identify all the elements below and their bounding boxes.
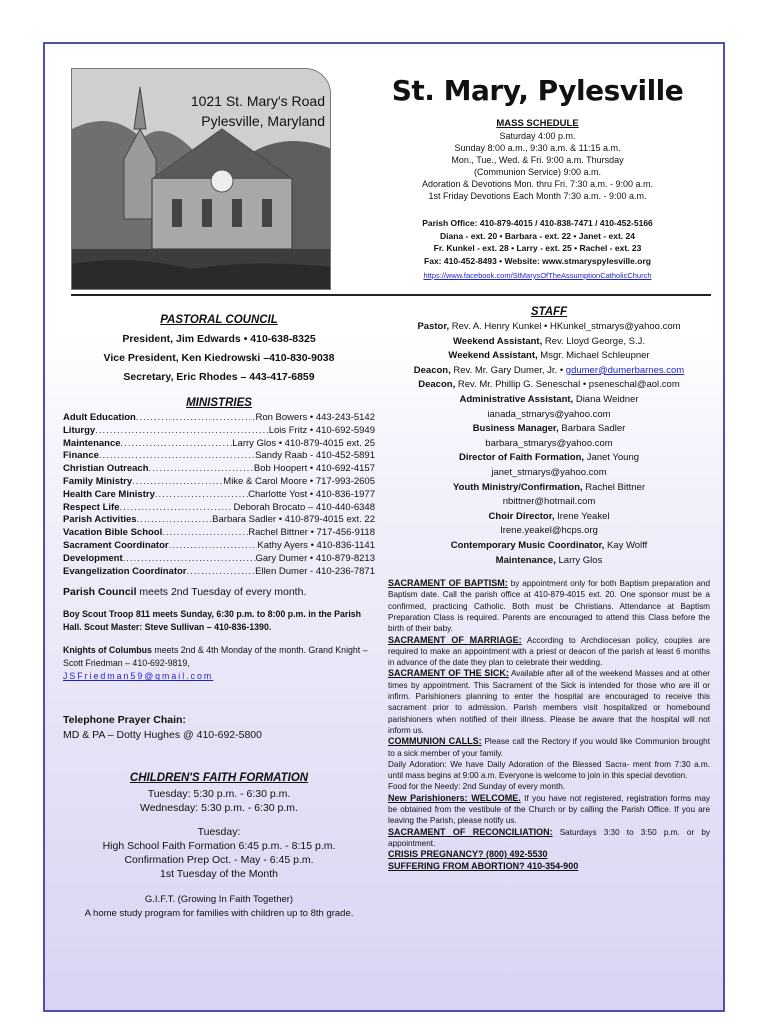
staff-role: Contemporary Music Coordinator,	[450, 539, 605, 551]
staff-role: Weekend Assistant,	[448, 350, 538, 362]
ministry-contact: Rachel Bittner • 717-456-9118	[248, 527, 375, 539]
sacrament-text: If you have not registered, registration forms may be obtained from the vestibule of the Church or by calling the Parish Office. If you are leaving the Parish, please notify us.	[388, 793, 710, 826]
bulletin-page	[43, 42, 725, 1012]
staff-detail: Barbara Sadler	[558, 423, 626, 435]
dot-leader	[149, 463, 254, 476]
staff-role: Weekend Assistant,	[452, 335, 543, 347]
ministry-contact: Barbara Sadler • 410-879-4015 ext. 22	[212, 514, 375, 526]
dot-leader	[120, 502, 234, 515]
page-title: St. Mary, Pylesville	[391, 74, 684, 107]
ministry-name: Finance	[63, 450, 99, 462]
staff-role: Administrative Assistant,	[459, 393, 574, 405]
ministries-section	[63, 397, 375, 578]
ministries-list	[63, 412, 375, 578]
council-member: Secretary, Eric Rhodes – 443-417-6859	[123, 371, 315, 383]
sacrament-heading: SACRAMENT OF RECONCILIATION:	[388, 826, 553, 837]
dot-leader	[155, 489, 248, 502]
staff-email-link[interactable]: gdumer@dumerbarnes.com	[565, 364, 685, 376]
staff-role: Maintenance,	[495, 554, 556, 566]
staff-list	[388, 320, 710, 568]
council-member: President, Jim Edwards • 410-638-8325	[122, 333, 316, 345]
staff-detail: Janet Young	[584, 452, 640, 464]
ministry-row	[63, 450, 375, 463]
sacrament-heading: SACRAMENT OF BAPTISM:	[388, 578, 508, 589]
prayer-chain	[63, 713, 375, 743]
ministry-row	[63, 489, 375, 502]
staff-detail: Rev. Lloyd George, S.J.	[542, 335, 646, 347]
right-column	[388, 306, 710, 872]
sacraments-info	[388, 578, 710, 872]
sacrament-heading: COMMUNION CALLS:	[388, 736, 482, 747]
council-member: Vice President, Ken Kiedrowski –410-830-9038	[103, 352, 335, 364]
ministry-contact: Gary Dumer • 410-879-8213	[255, 552, 375, 564]
ministry-name: Evangelization Coordinator	[63, 565, 187, 577]
sacrament-entry	[388, 578, 710, 634]
ministry-contact: Ellen Dumer - 410-236-7871	[255, 565, 375, 577]
staff-role: Choir Director,	[488, 510, 555, 522]
staff-detail: janet_stmarys@yahoo.com	[491, 466, 607, 478]
dot-leader	[121, 438, 233, 451]
sacrament-entry	[388, 781, 710, 792]
staff-detail: Kay Wolff	[604, 539, 648, 551]
sacrament-entry	[388, 736, 710, 759]
ministry-row	[63, 412, 375, 425]
sacrament-text: by appointment only for both Baptism preparation and Baptism date. Call the parish office at 410-879-4015 ext. 20. One sponsor must be a confirmed, practicing Catholic. Both must be Christians. Attendance at Baptism Preparation Class is required. Parents are encouraged to attend this Class before the birth of their baby.	[388, 579, 710, 634]
dot-leader	[123, 553, 256, 566]
sacrament-heading: SACRAMENT OF MARRIAGE:	[388, 634, 522, 645]
sacrament-entry	[388, 759, 710, 782]
prayer-chain-heading: Telephone Prayer Chain:	[63, 714, 186, 727]
gift-program	[63, 893, 375, 921]
ministry-contact: Mike & Carol Moore • 717-993-2605	[223, 475, 375, 487]
ministry-name: Liturgy	[63, 424, 96, 436]
dot-leader	[136, 412, 256, 425]
staff-entry	[388, 524, 710, 539]
ministry-contact: Ron Bowers • 443-243-5142	[255, 412, 375, 423]
staff-detail: Rev. Mr. Phillip G. Seneschal • pseneschal@aol.com	[455, 379, 680, 391]
staff-entry	[388, 466, 710, 481]
staff-entry	[388, 422, 710, 437]
staff-entry	[388, 408, 710, 423]
ministry-name: Sacrament Coordinator	[63, 539, 169, 551]
dot-leader	[162, 527, 248, 540]
dot-leader	[137, 514, 213, 527]
hotline: SUFFERING FROM ABORTION? 410-354-900	[388, 860, 579, 871]
staff-detail: barbara_stmarys@yahoo.com	[485, 437, 613, 449]
staff-heading: STAFF	[530, 306, 568, 318]
staff-entry	[388, 554, 710, 569]
ministry-row	[63, 438, 375, 451]
ministry-contact: Kathy Ayers • 410-836-1141	[257, 539, 375, 551]
sacrament-text: Daily Adoration: We have Daily Adoration of the Blessed Sacra- ment from 7:30 a.m. until mass begins at 9:00 a.m. Everyone is welcome to join in this special devotion.	[388, 759, 710, 781]
sacrament-text: Please call the Rectory if you would like Communion brought to a sick member of your family.	[388, 737, 710, 758]
parish-council-label: Parish Council	[63, 586, 137, 599]
mass-schedule	[365, 130, 710, 202]
faith-line: Wednesday: 5:30 p.m. - 6:30 p.m.	[140, 802, 298, 815]
sacrament-text: Food for the Needy: 2nd Sunday of every month.	[388, 782, 566, 792]
mass-line: Sunday 8:00 a.m., 9:30 a.m. & 11:15 a.m.	[454, 143, 621, 153]
staff-entry	[388, 495, 710, 510]
staff-role: Deacon,	[418, 379, 456, 391]
parish-council-note	[63, 586, 375, 598]
staff-detail: Larry Glos	[555, 554, 603, 566]
ministry-name: Maintenance	[63, 437, 121, 449]
facebook-link[interactable]: https://www.facebook.com/StMarysOfTheAssumptionCatholicChurch	[423, 271, 652, 280]
church-photo	[71, 68, 331, 290]
ministry-row	[63, 553, 375, 566]
childrens-faith-formation	[63, 771, 375, 881]
ministry-contact: Sandy Raab - 410-452-5891	[255, 450, 375, 462]
ministry-name: Family Ministry	[63, 475, 133, 487]
pastoral-council-heading: PASTORAL COUNCIL	[160, 314, 278, 326]
staff-role: Youth Ministry/Confirmation,	[453, 481, 583, 493]
ministry-name: Health Care Ministry	[63, 488, 155, 500]
sacrament-entry	[388, 668, 710, 736]
parish-office-info	[365, 217, 710, 267]
header-divider	[71, 294, 711, 296]
staff-detail: ianada_stmarys@yahoo.com	[487, 408, 611, 420]
staff-role: Director of Faith Formation,	[458, 452, 585, 464]
staff-entry	[388, 451, 710, 466]
gift-line: A home study program for families with children up to 8th grade.	[84, 908, 354, 920]
staff-entry	[388, 539, 710, 554]
prayer-chain-contact: MD & PA – Dotty Hughes @ 410-692-5800	[63, 729, 262, 742]
knights-text: meets 2nd & 4th Monday of the month. Grand Knight – Scott Friedman – 410-692-9819,	[63, 645, 368, 669]
faith-line: High School Faith Formation 6:45 p.m. - 8:15 p.m.	[102, 840, 336, 853]
sacrament-entry	[388, 793, 710, 827]
knights-note	[63, 644, 375, 683]
mass-line: Adoration & Devotions Mon. thru Fri. 7:30 a.m. - 9:00 a.m.	[421, 179, 654, 189]
ministry-row	[63, 527, 375, 540]
staff-entry	[388, 335, 710, 350]
ministry-contact: Lois Fritz • 410-692-5949	[268, 424, 375, 436]
staff-role: Deacon,	[413, 364, 451, 376]
staff-entry	[388, 437, 710, 452]
staff-entry	[388, 320, 710, 335]
faith-formation-heading: CHILDREN'S FAITH FORMATION	[129, 772, 309, 785]
dot-leader	[132, 476, 223, 489]
office-line: Fax: 410-452-8493 • Website: www.stmaryspylesville.org	[424, 255, 651, 266]
staff-entry	[388, 510, 710, 525]
boy-scout-note: Boy Scout Troop 811 meets Sunday, 6:30 p.m. to 8:00 p.m. in the Parish Hall. Scout Master: Steve Sullivan – 410-836-1390.	[63, 609, 362, 633]
sacrament-text: According to Archdiocesan policy, couples are required to make an appointment with a priest or deacon of the parish at least 6 months in advance of the date they plan to celebrate their wedding.	[388, 635, 710, 668]
office-line: Diana - ext. 20 • Barbara - ext. 22 • Janet - ext. 24	[440, 230, 635, 241]
ministry-name: Respect Life	[63, 501, 120, 513]
staff-detail: Irene Yeakel	[554, 510, 610, 522]
ministry-row	[63, 476, 375, 489]
staff-detail: nbittner@hotmail.com	[502, 496, 596, 508]
sacrament-text: Saturdays 3:30 to 3:50 p.m. or by appointment.	[388, 827, 711, 848]
ministry-contact: Deborah Brocato – 410-440-6348	[233, 501, 375, 513]
office-line: Fr. Kunkel - ext. 28 • Larry - ext. 25 • Rachel - ext. 23	[433, 243, 642, 253]
faith-line: 1st Tuesday of the Month	[160, 868, 278, 881]
faith-line: Tuesday:	[197, 826, 241, 839]
sacrament-text: Available after all of the weekend Masses and at other times by appointment. This Sacrament of the Sick is intended for those who are ill or infirm. Parishioners planning to enter the hospital are encouraged to receive this sacrament prior to admission. Parish members visit hospitalized or homebound parishioners when notified of their illness. Please be aware that the hospital will not inform us.	[388, 669, 710, 735]
ministry-name: Christian Outreach	[63, 463, 149, 475]
address-line-2: Pylesville, Maryland	[201, 113, 325, 129]
dot-leader	[99, 450, 255, 463]
mass-line: (Communion Service) 9:00 a.m.	[473, 167, 602, 177]
faith-line: Tuesday: 5:30 p.m. - 6:30 p.m.	[147, 788, 291, 801]
staff-detail: Rachel Bittner	[582, 481, 645, 493]
staff-detail: Irene.yeakel@hcps.org	[500, 525, 598, 537]
mass-line: 1st Friday Devotions Each Month 7:30 a.m. - 9:00 a.m.	[428, 191, 647, 201]
faith-line: Confirmation Prep Oct. - May - 6:45 p.m.	[124, 854, 314, 867]
staff-role: Pastor,	[417, 321, 450, 332]
knights-email-link[interactable]: JSFriedman59@gmail.com	[63, 671, 214, 682]
ministries-heading: MINISTRIES	[186, 397, 252, 409]
staff-role: Business Manager,	[472, 423, 559, 435]
ministry-name: Development	[63, 552, 123, 564]
staff-detail: Rev. A. Henry Kunkel • HKunkel_stmarys@yahoo.com	[449, 321, 681, 332]
mass-schedule-heading: MASS SCHEDULE	[496, 118, 579, 129]
staff-detail: Msgr. Michael Schleupner	[537, 350, 650, 362]
ministry-row	[63, 425, 375, 438]
dot-leader	[169, 540, 258, 553]
sacrament-heading: New Parishioners: WELCOME.	[388, 792, 521, 803]
gift-line: G.I.F.T. (Growing In Faith Together)	[144, 894, 294, 906]
mass-line: Saturday 4:00 p.m.	[499, 131, 576, 141]
ministry-contact: Bob Hoopert • 410-692-4157	[253, 463, 375, 475]
staff-detail: Diana Weidner	[573, 393, 639, 405]
sacrament-entry	[388, 827, 710, 850]
hotline: CRISIS PREGNANCY? (800) 492-5530	[388, 849, 548, 860]
parish-council-text: meets 2nd Tuesday of every month.	[136, 586, 307, 599]
staff-entry	[388, 393, 710, 408]
office-line: Parish Office: 410-879-4015 / 410-838-7471 / 410-452-5166	[422, 218, 653, 228]
sacrament-heading: SACRAMENT OF THE SICK:	[388, 668, 509, 679]
ministry-row	[63, 540, 375, 553]
pastoral-council-list	[63, 330, 375, 387]
ministry-name: Parish Activities	[63, 514, 137, 526]
left-column	[63, 314, 375, 921]
staff-detail: Rev. Mr. Gary Dumer, Jr. •	[450, 364, 566, 376]
ministry-contact: Larry Glos • 410-879-4015 ext. 25	[232, 437, 375, 449]
staff-entry	[388, 364, 710, 379]
address-line-1: 1021 St. Mary's Road	[190, 93, 325, 109]
ministry-contact: Charlotte Yost • 410-836-1977	[248, 488, 375, 500]
ministry-name: Adult Education	[63, 412, 136, 423]
knights-label: Knights of Columbus	[63, 645, 152, 656]
sacrament-entry	[388, 635, 710, 669]
mass-line: Mon., Tue., Wed. & Fri. 9:00 a.m. Thursday	[451, 155, 624, 165]
church-address	[140, 91, 325, 131]
staff-entry	[388, 378, 710, 393]
ministry-row	[63, 566, 375, 579]
ministry-row	[63, 502, 375, 515]
ministry-row	[63, 514, 375, 527]
staff-entry	[388, 481, 710, 496]
dot-leader	[187, 566, 256, 579]
dot-leader	[95, 425, 268, 438]
staff-entry	[388, 349, 710, 364]
ministry-row	[63, 463, 375, 476]
ministry-name: Vacation Bible School	[63, 527, 163, 539]
